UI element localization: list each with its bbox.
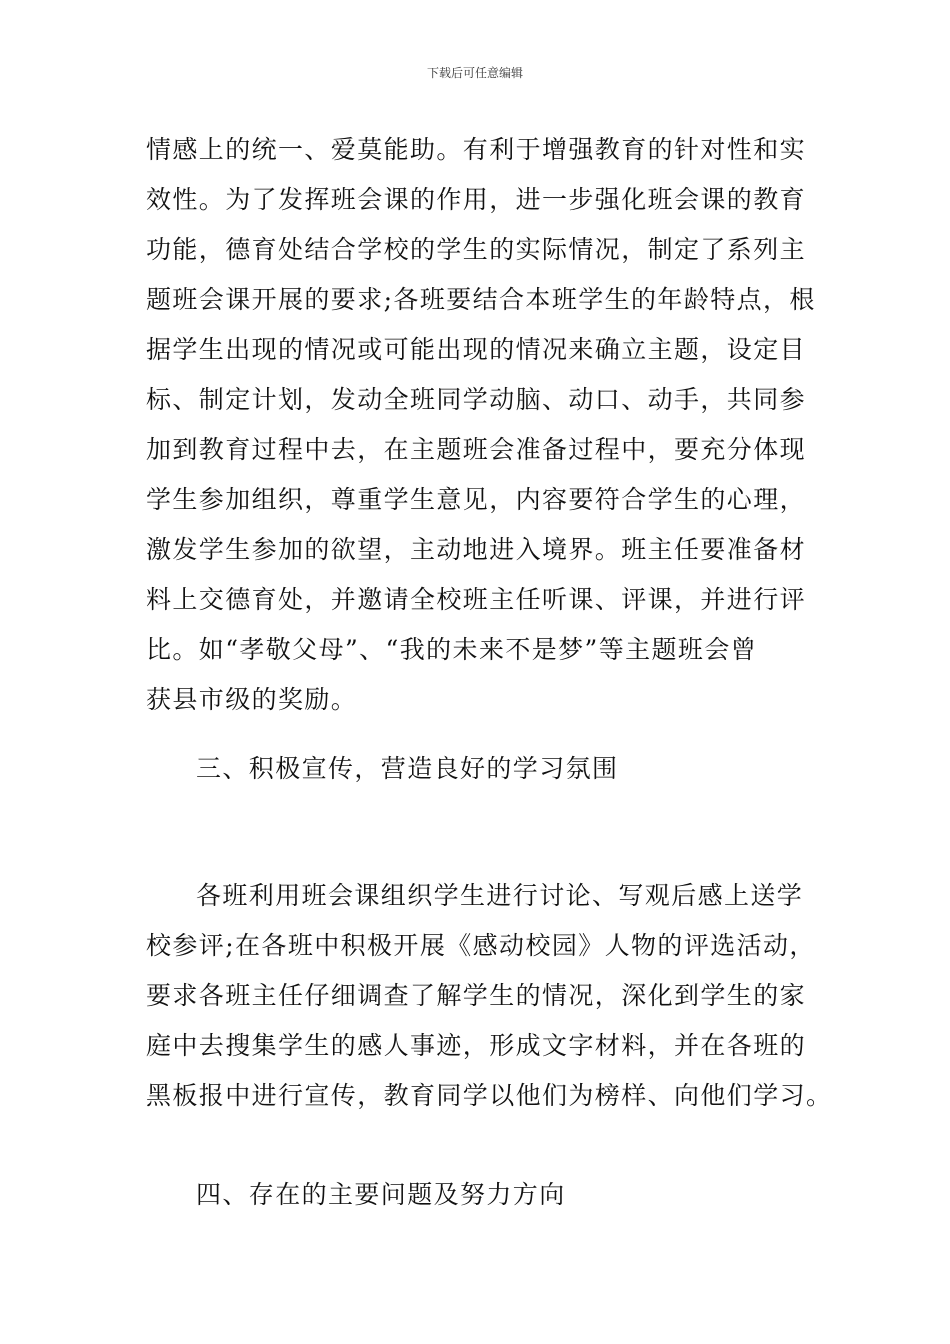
paragraph-line: 获县市级的奖励。: [146, 685, 358, 714]
paragraph-line: 激发学生参加的欲望，主动地进入境界。班主任要准备材: [146, 535, 807, 564]
paragraph-line: 黑板报中进行宣传，教育同学以他们为榜样、向他们学习。: [146, 1081, 833, 1110]
paragraph-line: 料上交德育处，并邀请全校班主任听课、评课，并进行评: [146, 585, 807, 614]
paragraph-line: 功能，德育处结合学校的学生的实际情况，制定了系列主: [146, 235, 807, 264]
paragraph-line: 效性。为了发挥班会课的作用，进一步强化班会课的教育: [146, 185, 807, 214]
paragraph-line: 学生参加组织，尊重学生意见，内容要符合学生的心理，: [146, 485, 807, 514]
section-heading-publicity: 三、积极宣传，营造良好的学习氛围: [196, 754, 619, 783]
paragraph-line: 据学生出现的情况或可能出现的情况来确立主题，设定目: [146, 335, 807, 364]
paragraph-line: 各班利用班会课组织学生进行讨论、写观后感上送学: [196, 881, 804, 910]
paragraph-line: 标、制定计划，发动全班同学动脑、动口、动手，共同参: [146, 385, 807, 414]
paragraph-publicity: [146, 871, 833, 1121]
paragraph-line: 题班会课开展的要求;各班要结合本班学生的年龄特点，根: [146, 285, 816, 314]
paragraph-class-meeting: [146, 125, 816, 725]
paragraph-line: 要求各班主任仔细调查了解学生的情况，深化到学生的家: [146, 981, 807, 1010]
section-heading-problems: 四、存在的主要问题及努力方向: [196, 1180, 566, 1209]
page-header-note: 下载后可任意编辑: [426, 66, 523, 80]
paragraph-line: 庭中去搜集学生的感人事迹，形成文字材料，并在各班的: [146, 1031, 807, 1060]
paragraph-line: 比。如“孝敬父母”、“我的未来不是梦”等主题班会曾: [146, 635, 758, 664]
paragraph-line: 校参评;在各班中积极开展《感动校园》人物的评选活动，: [146, 931, 816, 960]
paragraph-line: 情感上的统一、爱莫能助。有利于增强教育的针对性和实: [146, 135, 807, 164]
paragraph-line: 加到教育过程中去，在主题班会准备过程中，要充分体现: [146, 435, 807, 464]
